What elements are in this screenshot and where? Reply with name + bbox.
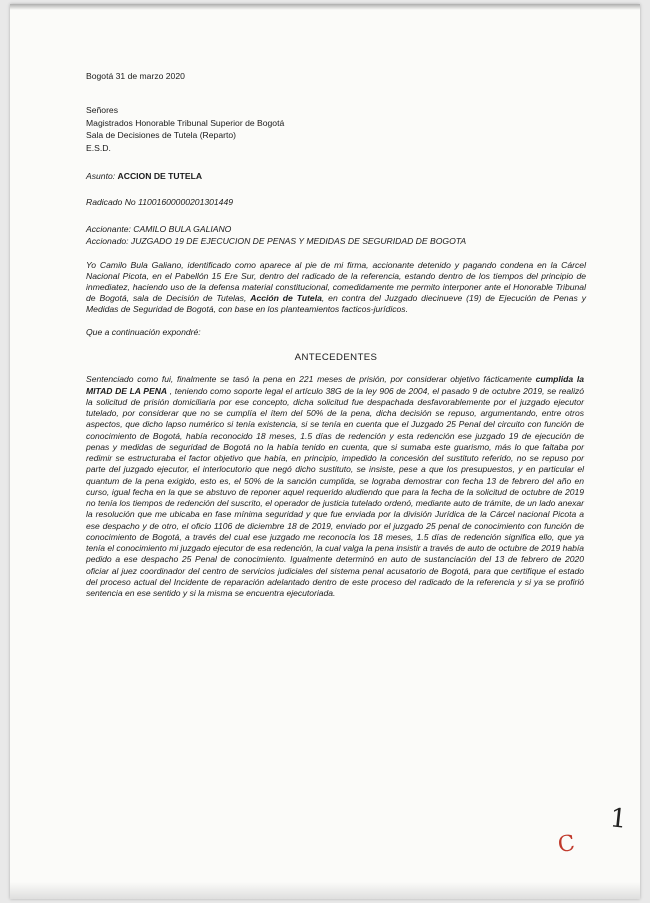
section-heading: ANTECEDENTES — [294, 352, 378, 364]
accionado-line: Accionado: JUZGADO 19 DE EJECUCION DE PENAS Y MEDIDAS DE SEGURIDAD DE BOGOTA — [86, 236, 467, 247]
intro-text-1: Yo Camilo Bula Galiano, identificado como aparece al pie de mi firma, accionante detenido y pagando condena en la Cárcel Nacional Picota, en el Pabellón 15 Ere Sur, dentro del radicado de la referencia, estando dentro de los tiempos del principio de inmediatez, haciendo uso de la defensa material constitucional, comedidamente me permito interponer ante el Honorable Tribunal de Bogotá, sala de Decisión de Tutelas, — [86, 259, 586, 304]
continuation-line: Que a continuación expondré: — [86, 326, 201, 337]
intro-bold: Acción de Tutela — [250, 293, 322, 304]
handwritten-red-initial: C — [556, 830, 577, 859]
body-text-1: Sentenciado como fui, finalmente se tasó la pena en 221 meses de prisión, por considerar objetivo fácticamente — [86, 374, 536, 385]
accionante-line: Accionante: CAMILO BULA GALIANO — [86, 223, 232, 234]
antecedentes-paragraph — [86, 374, 584, 599]
handwritten-page-number: 1 — [608, 803, 629, 835]
scan-bottom-shadow — [10, 882, 640, 899]
body-text-2: , teniendo como soporte legal el artículo 38G de la ley 906 de 2004, el pasado 9 de octubre 2019, se realizó la solicitud de prisión domiciliaria por ese concepto, dicha solicitud fue despachada desfavorablemente por el juzgado ejecutor tutelado, por considerar que no se cumplía el ítem del 50% de la pena, dicha decisión se repuso, argumentando, entre otros aspectos, que dicho lapso numérico si tenía existencia, si se tenía en cuenta que el Juzgado 25 Penal del circuito con función de conocimiento de Bogotá, había reconocido 18 meses, 1.5 días de redención y esta redención ese juzgado 19 de ejecución de penas y medidas de seguridad de Bogotá no la había tenido en cuenta, que si sumaba este guarismo, más lo que faltaba por redimir se estructuraba el factor objetivo que había, en principio, impedido la concesión del sustituto referido, no se repuso por parte del juzgado ejecutor, el interlocutorio que negó dicho sustituto, se insiste, pese a que los presupuestos, y en particular el quantum de la pena exigido, esto es, el 50% de la sanción cumplida, se lograba demostrar con fecha 13 de febrero del año en curso, igual fecha en la que se abstuvo de reponer aquel requerido aludiendo que para la fecha de la solicitud de octubre de 2019 no tenía los tiempos de redención del suscrito, el operador de justicia tutelado ordenó, mediante auto de trámite, de un lado anexar la resolución que me ubicaba en fase mínima seguridad y que fue enviada por la división Jurídica de la Cárcel nacional Picota a ese despacho y de otro, el oficio 1106 de diciembre 18 de 2019, enviado por el juzgado 25 penal de conocimiento con función de conocimiento de Bogotá, a través del cual ese juzgado me reconocía los 18 meses, 1.5 días de redención significa ello, que ya tenía el conocimiento mi juzgado ejecutor de esa redención, la cual valga la pena insistir a través de auto de octubre de 2019 había pedido a ese despacho 25 Penal de conocimiento. Igualmente determinó en auto de sustanciación del 13 de febrero de 2020 oficiar al juez coordinador del centro de servicios judiciales del sistema penal acusatorio de Bogotá, para que certifique el estado del proceso actual del Incidente de reparación adelantado dentro de este proceso del radicado de la referencia y si ya se profirió sentencia en ese sentido y si la misma se encuentra ejecutoriada. — [86, 385, 584, 599]
radicado-line: Radicado No 11001600000201301449 — [86, 197, 234, 208]
letter-date: Bogotá 31 de marzo 2020 — [86, 71, 185, 81]
subject-value: ACCION DE TUTELA — [117, 171, 203, 182]
scan-shadow — [10, 4, 640, 10]
letter-body — [86, 70, 586, 599]
addressee-line-2: Magistrados Honorable Tribunal Superior de Bogotá — [86, 117, 285, 128]
addressee-line-3: Sala de Decisiones de Tutela (Reparto) — [86, 130, 236, 141]
intro-paragraph — [86, 260, 586, 316]
document-page — [10, 4, 640, 899]
intro-text-2: , en contra del Juzgado diecinueve (19) de Ejecución de Penas y Medidas de Seguridad de Bogotá, con base en los planteamientos facticos-jurídicos. — [86, 293, 586, 315]
subject-line — [86, 170, 586, 182]
addressee-line-4: E.S.D. — [86, 142, 111, 153]
body-bold: cumplida la MITAD DE LA PENA — [86, 374, 584, 396]
subject-label: Asunto: — [86, 171, 116, 182]
addressee-line-1: Señores — [86, 105, 119, 116]
